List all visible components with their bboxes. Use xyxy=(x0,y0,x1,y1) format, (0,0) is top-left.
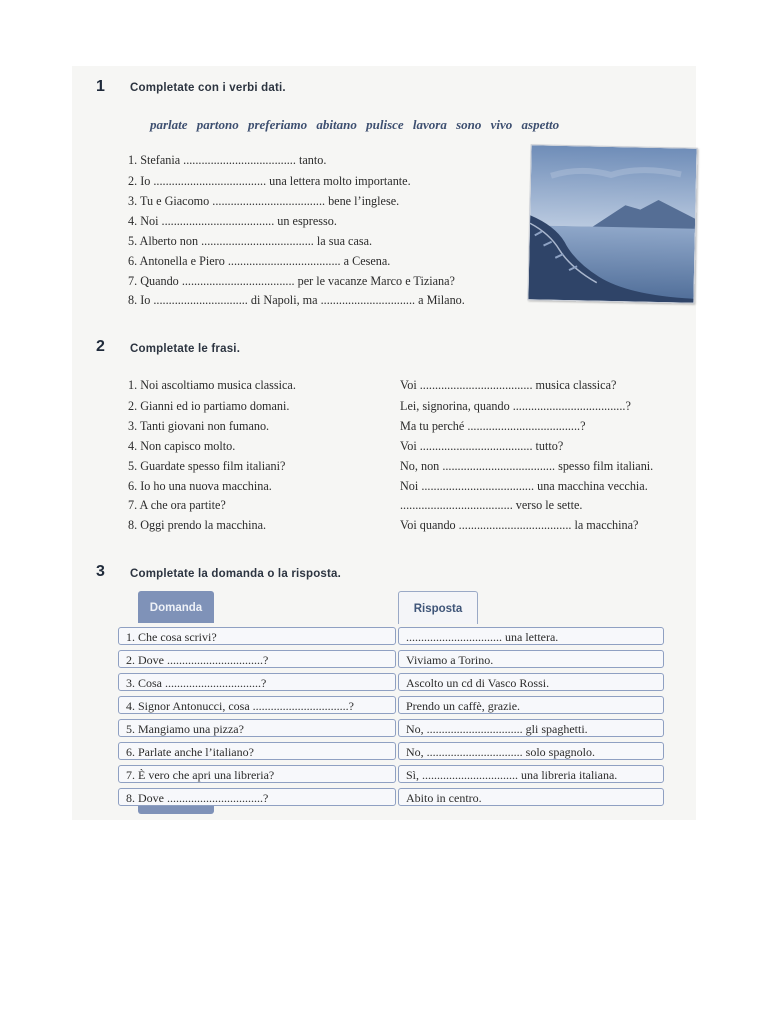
risposta-cell: Abito in centro. xyxy=(398,788,664,806)
ex1-item: 1. Stefania ..................................... tanto. xyxy=(128,153,327,167)
exercise-1-title: Completate con i verbi dati. xyxy=(130,82,286,94)
ex2-sentence: 3. Tanti giovani non fumano. xyxy=(128,419,270,433)
ex2-sentence: 1. Noi ascoltiamo musica classica. xyxy=(128,378,296,392)
risposta-cell: No, ................................ gli spaghetti. xyxy=(398,719,664,737)
ex1-item: 7. Quando ..................................... per le vacanze Marco e Tiziana? xyxy=(128,274,455,288)
ex2-sentence: 2. Gianni ed io partiamo domani. xyxy=(128,399,290,413)
ex1-item: 3. Tu e Giacomo ..................................... bene l’inglese. xyxy=(128,194,400,208)
ex2-completion: Voi ..................................... musica classica? xyxy=(400,378,617,392)
risposta-cell: Viviamo a Torino. xyxy=(398,650,664,668)
risposta-cell: No, ................................ solo spagnolo. xyxy=(398,742,664,760)
domanda-cell: 8. Dove ................................? xyxy=(118,788,396,806)
tab-domanda: Domanda xyxy=(138,591,214,623)
ex2-completion: Voi quando ..................................... la macchina? xyxy=(400,518,639,532)
ex1-item: 8. Io ............................... di Napoli, ma ............................... a Milano. xyxy=(128,293,465,307)
domanda-cell: 1. Che cosa scrivi? xyxy=(118,627,396,645)
domanda-cell: 3. Cosa ................................? xyxy=(118,673,396,691)
exercise-2-number: 2 xyxy=(96,338,105,355)
exercise-1-number: 1 xyxy=(96,78,105,95)
domanda-cell: 6. Parlate anche l’italiano? xyxy=(118,742,396,760)
verb-list: parlate partono preferiamo abitano pulisce lavora sono vivo aspetto xyxy=(150,117,560,132)
ex2-completion: Lei, signorina, quando .....................................? xyxy=(400,399,631,413)
ex1-item: 5. Alberto non ..................................... la sua casa. xyxy=(128,234,373,248)
ex2-completion: Voi ..................................... tutto? xyxy=(400,439,564,453)
domanda-cell: 2. Dove ................................? xyxy=(118,650,396,668)
ex2-sentence: 8. Oggi prendo la macchina. xyxy=(128,518,267,532)
ex2-completion: Ma tu perché .....................................? xyxy=(400,419,586,433)
ex2-completion: No, non ..................................... spesso film italiani. xyxy=(400,459,654,473)
ex1-item: 4. Noi ..................................... un espresso. xyxy=(128,214,337,228)
exercise-2-title: Completate le frasi. xyxy=(130,343,241,355)
risposta-cell: Ascolto un cd di Vasco Rossi. xyxy=(398,673,664,691)
bay-of-naples-photo xyxy=(527,144,697,303)
ex1-item: 6. Antonella e Piero ..................................... a Cesena. xyxy=(128,254,391,268)
ex2-sentence: 4. Non capisco molto. xyxy=(128,439,236,453)
ex2-sentence: 5. Guardate spesso film italiani? xyxy=(128,459,286,473)
risposta-cell: ................................ una lettera. xyxy=(398,627,664,645)
tab-risposta: Risposta xyxy=(398,591,478,624)
domanda-cell: 7. È vero che apri una libreria? xyxy=(118,765,396,783)
ex2-sentence: 6. Io ho una nuova macchina. xyxy=(128,479,272,493)
ex2-sentence: 7. A che ora partite? xyxy=(128,498,226,512)
domanda-cell: 4. Signor Antonucci, cosa ................................? xyxy=(118,696,396,714)
ex1-item: 2. Io ..................................... una lettera molto importante. xyxy=(128,174,411,188)
exercise-3-title: Completate la domanda o la risposta. xyxy=(130,568,342,580)
risposta-cell: Sì, ................................ una libreria italiana. xyxy=(398,765,664,783)
ex2-completion: ..................................... verso le sette. xyxy=(400,498,583,512)
ex2-completion: Noi ..................................... una macchina vecchia. xyxy=(400,479,648,493)
exercise-3-number: 3 xyxy=(96,563,105,580)
domanda-cell: 5. Mangiamo una pizza? xyxy=(118,719,396,737)
risposta-cell: Prendo un caffè, grazie. xyxy=(398,696,664,714)
